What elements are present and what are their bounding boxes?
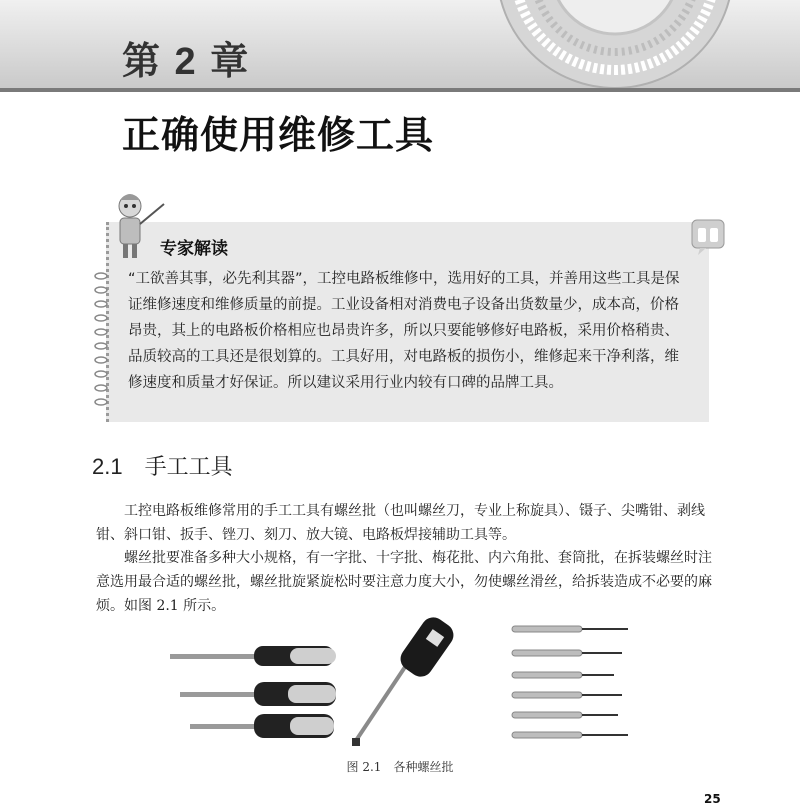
screwdriver-set-left: [170, 646, 336, 738]
chapter-header-band: [0, 0, 800, 92]
section-number: 2.1: [92, 454, 123, 479]
body-paragraph: 螺丝批要准备多种大小规格，有一字批、十字批、梅花批、内六角批、套筒批，在拆装螺丝时注意选用最合适的螺丝批，螺丝批旋紧旋松时要注意力度大小，勿使螺丝滑丝，给拆装造成不必要的麻烦。如图 2.1 所示。: [96, 550, 712, 614]
page-number: 25: [704, 792, 721, 806]
section-heading: [92, 450, 233, 481]
chapter-label: 第 2 章: [122, 41, 251, 83]
chat-bubbles-icon: [690, 216, 726, 256]
section-title: 手工工具: [144, 455, 233, 480]
expert-body-text: “工欲善其事，必先利其器”，工控电路板维修中，选用好的工具，并善用这些工具是保证维修速度和维修质量的前提。工业设备相对消费电子设备出货数量少，成本高，价格昂贵，其上的电路板价格相应也昂贵许多，所以只要能够修好电路板，采用价格稍贵、品质较高的工具还是很划算的。工具好用，对电路板的损伤小，维修起来干净利落，维修速度和质量才好保证。所以建议采用行业内较有口碑的品牌工具。: [128, 271, 680, 391]
header-divider: [0, 88, 800, 92]
precision-screwdrivers-right: [512, 626, 628, 738]
screwdriver-large-center: [352, 613, 458, 746]
figure-caption: [0, 758, 800, 775]
body-paragraph: 工控电路板维修常用的手工工具有螺丝批（也叫螺丝刀，专业上称旋具）、镊子、尖嘴钳、剥线钳、斜口钳、扳手、锉刀、刻刀、放大镜、电路板焊接辅助工具等。: [96, 503, 705, 543]
screwdriver-figure: [170, 612, 630, 752]
spiral-binding-icon: [93, 270, 109, 420]
chapter-title: 正确使用维修工具: [122, 113, 435, 157]
figure-caption-text: 各种螺丝批: [393, 760, 454, 774]
expert-title: 专家解读: [160, 239, 228, 259]
figure-label: 图 2.1: [346, 760, 382, 774]
decorative-disc-graphic: [480, 0, 750, 90]
